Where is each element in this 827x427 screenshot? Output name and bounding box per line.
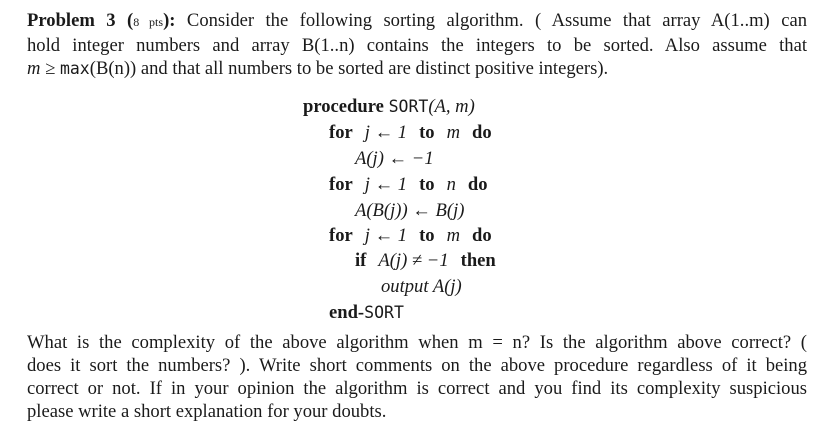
do-keyword: do: [467, 174, 488, 195]
question-line-2: does it sort the numbers? ). Write short comments on the above procedure regardless of it being: [27, 355, 807, 376]
for-keyword: for: [329, 122, 353, 143]
if-statement: [355, 250, 496, 272]
for-loop-2: [329, 174, 488, 196]
points-close: ):: [163, 10, 176, 31]
question-paragraph: [27, 331, 807, 423]
statement-2: A(B(j)) ← B(j): [355, 200, 465, 221]
to-keyword: to: [419, 174, 435, 195]
if-keyword: if: [355, 250, 367, 271]
to-keyword: to: [419, 225, 435, 246]
problem-label: Problem 3: [27, 10, 116, 31]
to-keyword: to: [419, 122, 435, 143]
question-line-1: What is the complexity of the above algorithm when m = n? Is the algorithm above correct? (: [27, 332, 807, 353]
end-keyword: end-: [329, 302, 365, 323]
problem-line-1: [27, 9, 807, 34]
procedure-end: [329, 302, 404, 324]
loop-bound: m: [446, 225, 461, 246]
output-statement: output A(j): [381, 276, 462, 297]
statement-1: A(j) ← −1: [355, 148, 434, 169]
loop-bound: n: [446, 174, 456, 195]
end-name: SORT: [364, 303, 404, 322]
loop-init: j ← 1: [364, 122, 408, 143]
points-open: (: [127, 10, 134, 31]
loop-bound: m: [446, 122, 461, 143]
problem-text-3b: (B(n)) and that all numbers to be sorted are distinct positive integers).: [89, 58, 609, 79]
for-loop-3: [329, 225, 492, 247]
for-keyword: for: [329, 225, 353, 246]
loop-init: j ← 1: [364, 225, 408, 246]
procedure-args: (A, m): [428, 96, 475, 117]
for-loop-1: [329, 122, 492, 144]
for-keyword: for: [329, 174, 353, 195]
problem-line-3: [27, 57, 807, 80]
procedure-header: [303, 96, 475, 118]
do-keyword: do: [472, 225, 492, 246]
then-keyword: then: [460, 250, 496, 271]
problem-text-3a: m ≥: [27, 58, 56, 79]
question-line-3: correct or not. If in your opinion the algorithm is correct and you find its complexity suspicious: [27, 378, 807, 399]
problem-line-2: hold integer numbers and array B(1..n) contains the integers to be sorted. Also assume that: [27, 35, 807, 56]
procedure-name: SORT: [388, 97, 429, 116]
do-keyword: do: [472, 122, 492, 143]
problem-statement: [27, 9, 807, 80]
max-function: max: [59, 59, 90, 78]
points-value: 8 pts: [133, 15, 164, 29]
if-condition: A(j) ≠ −1: [378, 250, 449, 271]
procedure-keyword: procedure: [303, 96, 384, 117]
loop-init: j ← 1: [364, 174, 408, 195]
question-line-4: please write a short explanation for your doubts.: [27, 401, 387, 422]
problem-text-1: Consider the following sorting algorithm. ( Assume that array A(1..m) can: [186, 10, 808, 31]
